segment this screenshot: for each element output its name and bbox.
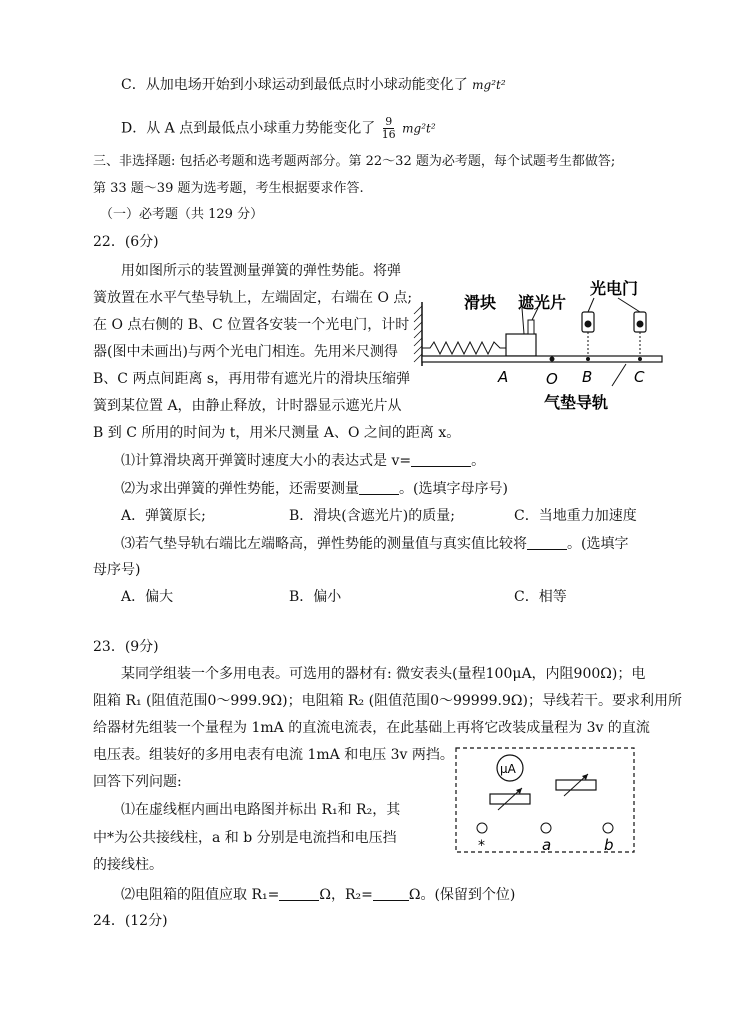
q22-p2-option-b: B．滑块(含遮光片)的质量; [289, 508, 455, 524]
q23-part-1-c: 的接线柱。 [93, 857, 163, 873]
terminal-a-label: a [542, 836, 552, 854]
q22-line-5: B、C 两点间距离 s，再用带有遮光片的滑块压缩弹 [93, 371, 411, 387]
photogate-b [582, 312, 594, 356]
spring [422, 342, 506, 354]
q22-line-1: 用如图所示的装置测量弹簧的弹性势能。将弹 [121, 263, 401, 279]
q22-p2-option-a: A．弹簧原长; [121, 508, 206, 524]
answer-blank-measure[interactable] [359, 480, 399, 495]
q23-part-2: ⑵电阻箱的阻值应取 R₁= Ω，R₂= Ω。(保留到个位) [121, 887, 516, 903]
shade-plate [528, 320, 534, 334]
microammeter-label: μA [500, 762, 516, 776]
q22-part-3-cont: 母序号) [93, 562, 141, 578]
q23-line-1: 某同学组装一个多用电表。可选用的器材有: 微安表头(量程100μA，内阻900Ω)；电 [121, 666, 646, 682]
q22-p3-option-c: C．相等 [514, 589, 567, 605]
point-a: A [498, 368, 509, 386]
point-o: O [546, 370, 558, 388]
q23-line-5: 回答下列问题: [93, 774, 182, 790]
q22-part-2: ⑵为求出弹簧的弹性势能，还需要测量 。(选填字母序号) [121, 481, 508, 497]
q22-header: 22．(6分) [93, 234, 159, 250]
option-c-expr: mg²t² [472, 78, 506, 92]
q22-line-4: 器(图中未画出)与两个光电门相连。先用米尺测得 [93, 344, 398, 360]
point-c: C [634, 368, 645, 386]
q22-p3-option-b: B．偏小 [289, 589, 342, 605]
air-track [422, 356, 662, 362]
q23-line-2: 阻箱 R₁ (阻值范围0～999.9Ω)；电阻箱 R₂ (阻值范围0～99999.9Ω)；导线若干。要求利用所 [93, 693, 682, 709]
q23-part-1-a: ⑴在虚线框内画出电路图并标出 R₁和 R₂，其 [121, 802, 401, 818]
point-b: B [582, 368, 593, 386]
option-d: D．从 A 点到最低点小球重力势能变化了 $\frac{9}{16}$ mg²t² [121, 115, 436, 141]
resistor-box-2 [556, 774, 596, 796]
terminal-common-label: * [478, 838, 485, 854]
q22-line-7: B 到 C 所用的时间为 t，用米尺测量 A、O 之间的距离 x。 [93, 425, 461, 441]
q22-p3-option-a: A．偏大 [121, 589, 174, 605]
slider-block [506, 334, 536, 356]
answer-blank-r2[interactable] [373, 886, 409, 901]
q22-part-3: ⑶若气垫导轨右端比左端略高，弹性势能的测量值与真实值比较将 。(选填字 [121, 536, 629, 552]
label-shade: 遮光片 [518, 293, 567, 312]
section-heading-line2: 第 33 题～39 题为选考题，考生根据要求作答. [93, 181, 364, 196]
answer-blank-v[interactable] [411, 452, 471, 467]
photogate-c [634, 312, 646, 356]
q22-line-3: 在 O 点右侧的 B、C 位置各安装一个光电门，计时 [93, 317, 410, 333]
answer-blank-r1[interactable] [279, 886, 319, 901]
fraction-9-16: $\frac{9}{16}$ [381, 115, 396, 141]
q24-header: 24．(12分) [93, 913, 168, 929]
section-subheading: （一）必考题（共 129 分） [100, 207, 264, 222]
circuit-box-figure [454, 746, 638, 856]
terminal-b [603, 823, 613, 833]
answer-blank-compare[interactable] [527, 535, 567, 550]
q23-line-3: 给器材先组装一个量程为 1mA 的直流电流表，在此基础上再将它改装成量程为 3v 的直流 [93, 720, 650, 736]
q22-line-6: 簧到某位置 A，由静止释放，计时器显示遮光片从 [93, 398, 402, 414]
air-track-figure [412, 270, 668, 420]
q22-part-1: ⑴计算滑块离开弹簧时速度大小的表达式是 v= 。 [121, 453, 486, 469]
terminal-b-label: b [604, 836, 614, 854]
label-air-track: 气垫导轨 [544, 393, 609, 412]
section-heading-line1: 三、非选择题: 包括必考题和选考题两部分。第 22～32 题为必考题，每个试题考生都做答; [93, 154, 616, 169]
label-slider: 滑块 [464, 293, 497, 312]
q23-part-1-b: 中*为公共接线柱，a 和 b 分别是电流挡和电压挡 [93, 830, 397, 846]
label-photogate: 光电门 [590, 279, 639, 298]
option-c: C．从加电场开始到小球运动到最低点时小球动能变化了 mg²t² [121, 77, 506, 93]
q23-line-4: 电压表。组装好的多用电表有电流 1mA 和电压 3v 两挡。 [93, 747, 454, 763]
resistor-box-1 [490, 788, 530, 810]
terminal-a [541, 823, 551, 833]
q23-header: 23．(9分) [93, 639, 159, 655]
terminal-common [477, 823, 487, 833]
q22-line-2: 簧放置在水平气垫导轨上，左端固定，右端在 O 点; [93, 290, 413, 306]
q22-p2-option-c: C．当地重力加速度 [514, 508, 637, 524]
